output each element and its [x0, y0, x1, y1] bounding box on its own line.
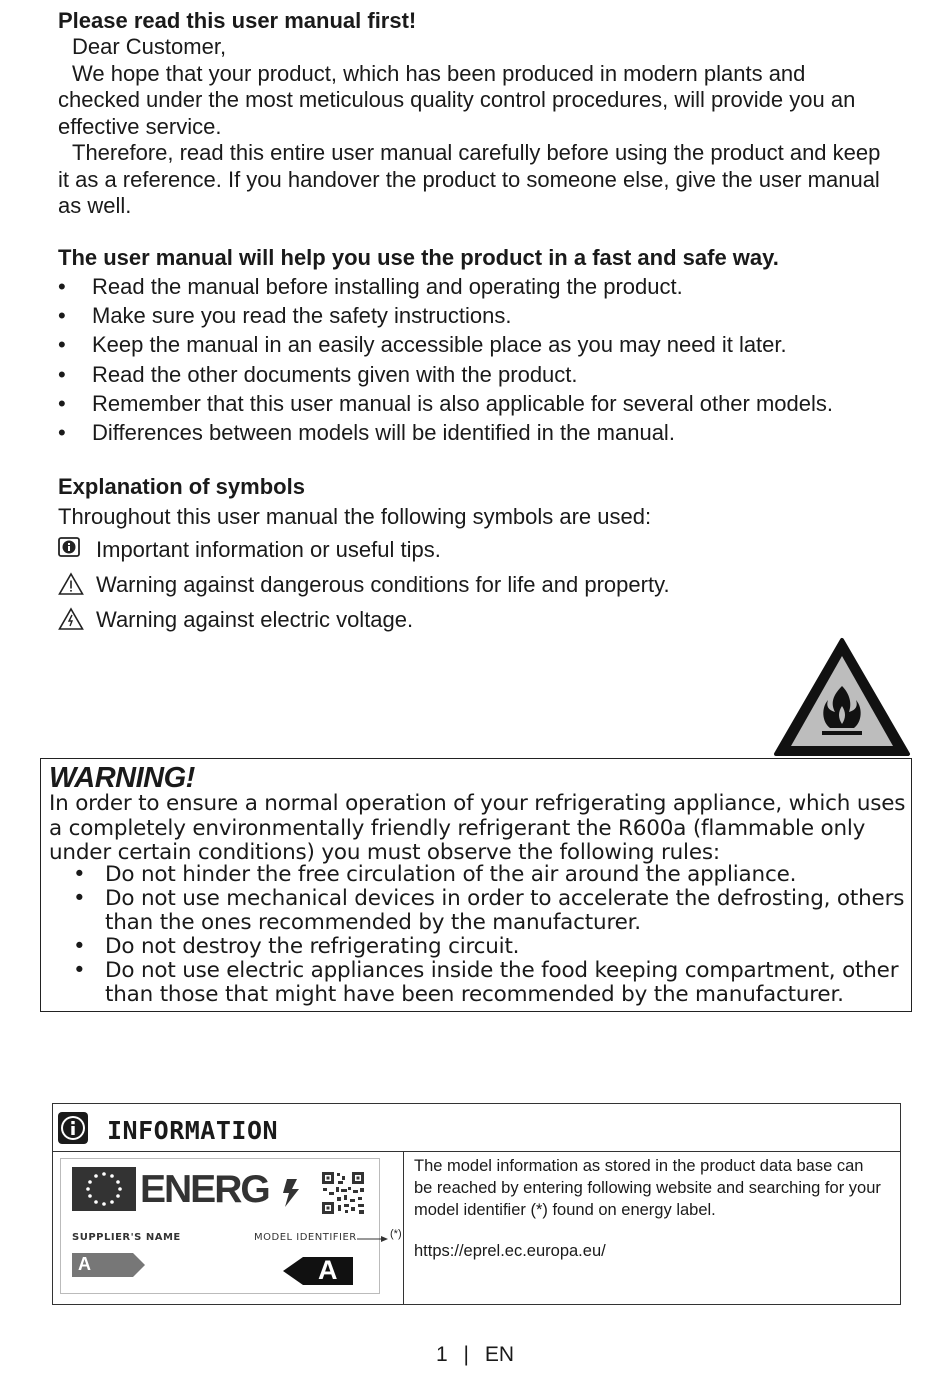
list-item: • Read the manual before installing and operating the product. — [58, 272, 908, 301]
intro-heading: Please read this user manual first! — [58, 8, 417, 33]
list-item: • Make sure you read the safety instructions. — [58, 301, 908, 330]
intro-paragraph-2 — [58, 140, 888, 220]
symbol-row-electric — [58, 602, 918, 637]
information-header — [53, 1104, 900, 1152]
help-heading: The user manual will help you use the product in a fast and safe way. — [58, 245, 779, 270]
model-identifier-marker: (*) — [390, 1228, 402, 1240]
greeting: Dear Customer, — [72, 34, 227, 59]
list-item: • Do not use electric appliances inside the food keeping compartment, other than those that might have been recommended by the manufacturer. — [71, 959, 911, 1007]
symbols-section — [58, 472, 918, 637]
intro-paragraph-2-text: Therefore, read this entire user manual carefully before using the product and keep it as a reference. If you handover the product to someone else, give the user manual as well. — [58, 140, 881, 218]
warning-title: WARNING! — [49, 762, 195, 794]
energy-class-right: A — [318, 1255, 338, 1285]
symbol-row-info — [58, 532, 918, 567]
symbols-heading: Explanation of symbols — [58, 474, 305, 499]
warning-intro: In order to ensure a normal operation of your refrigerating appliance, which uses a completely environmentally friendly refrigerant the R600a (flammable only under certain conditions) you must observe the following rules: — [49, 791, 906, 865]
information-box — [52, 1103, 901, 1305]
symbol-text: Important information or useful tips. — [96, 537, 441, 562]
warning-triangle-icon — [58, 572, 84, 596]
symbol-row-warning — [58, 567, 918, 602]
footer-separator: | — [463, 1343, 469, 1366]
language-code: EN — [484, 1343, 515, 1366]
information-url[interactable]: https://eprel.ec.europa.eu/ — [414, 1242, 606, 1260]
intro-paragraph-1 — [58, 61, 888, 141]
list-item: • Read the other documents given with the product. — [58, 360, 908, 389]
help-section — [58, 244, 908, 447]
energy-class-left: A — [78, 1254, 91, 1274]
symbols-intro: Throughout this user manual the following symbols are used: — [58, 504, 652, 529]
symbol-text: Warning against electric voltage. — [96, 607, 414, 632]
intro-section — [58, 8, 888, 220]
info-icon — [58, 537, 80, 559]
help-list — [58, 272, 908, 447]
information-title: INFORMATION — [107, 1116, 279, 1145]
list-item: • Do not destroy the refrigerating circuit. — [71, 935, 911, 959]
list-item: • Differences between models will be identified in the manual. — [58, 418, 908, 447]
page-number: 1 — [435, 1343, 448, 1366]
information-text: The model information as stored in the product data base can be reached by entering following website and searching for your model identifier (*) found on energy label. — [414, 1157, 881, 1219]
page-footer — [0, 1343, 950, 1367]
list-item: • Keep the manual in an easily accessible place as you may need it later. — [58, 330, 908, 359]
electric-warning-icon — [58, 607, 84, 631]
energy-logo-text: ENERG — [140, 1168, 269, 1211]
symbol-text: Warning against dangerous conditions for life and property. — [96, 572, 670, 597]
list-item: • Do not use mechanical devices in order to accelerate the defrosting, others than the ones recommended by the manufacturer. — [71, 887, 911, 935]
intro-paragraph-1-text: We hope that your product, which has been produced in modern plants and checked under the most meticulous quality control procedures, will provide you an effective service. — [58, 60, 856, 139]
energy-label — [60, 1158, 402, 1294]
supplier-name-label: SUPPLIER'S NAME — [72, 1232, 181, 1243]
warning-box — [40, 758, 912, 1012]
flammable-warning-icon — [772, 636, 912, 760]
model-identifier-label: MODEL IDENTIFIER — [254, 1232, 357, 1243]
warning-list — [71, 863, 911, 1007]
list-item: • Remember that this user manual is also applicable for several other models. — [58, 389, 908, 418]
list-item: • Do not hinder the free circulation of the air around the appliance. — [71, 863, 911, 887]
info-icon — [57, 1111, 89, 1145]
